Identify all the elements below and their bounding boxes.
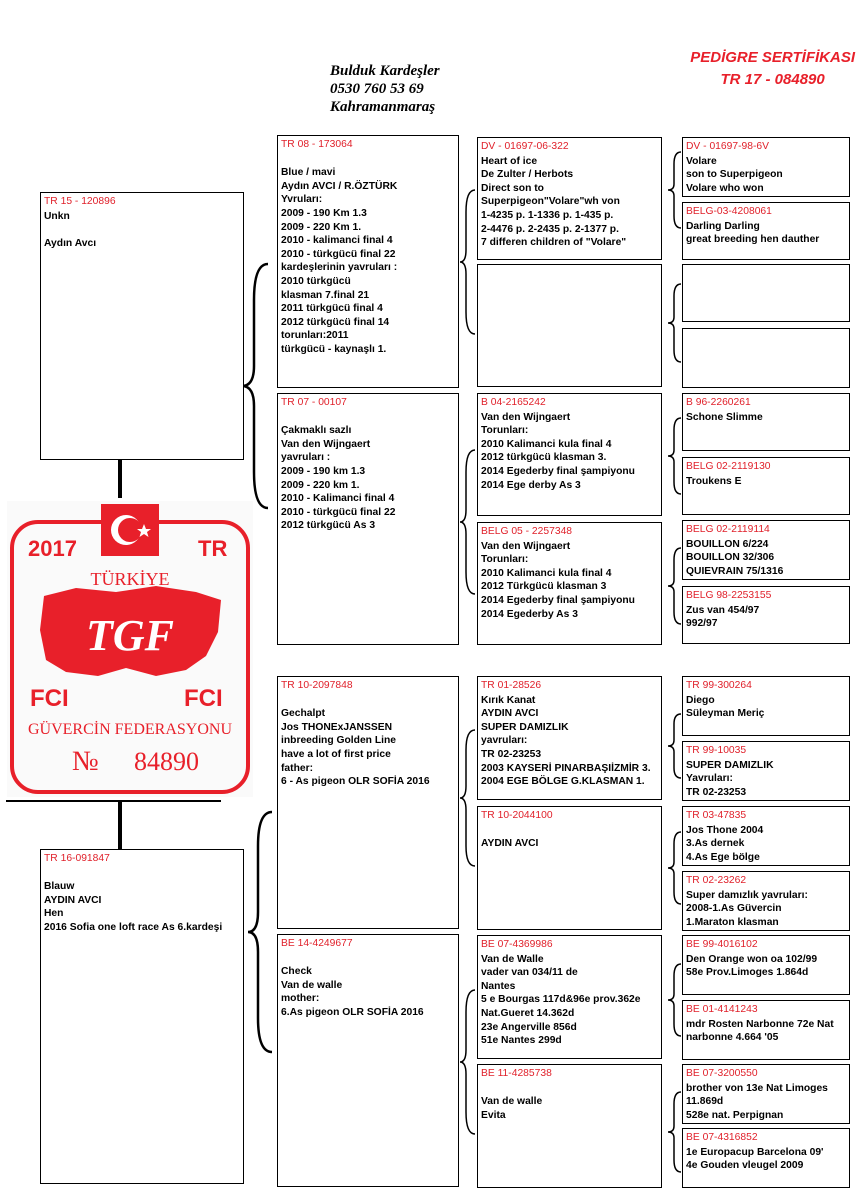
pedigree-line: 2010 Kalimanci kula final 4 (481, 438, 612, 450)
ring-number: TR 16-091847 (44, 853, 110, 864)
bracket-gen2-1 (458, 188, 478, 336)
pedigree-line: 23e Angerville 856d (481, 1021, 577, 1033)
ring-number: BE 07-4316852 (686, 1132, 758, 1143)
ring-number: BE 99-4016102 (686, 939, 758, 950)
pedigree-line: Yvruları: (281, 194, 323, 206)
stamp-org-abbr: TGF (86, 611, 174, 660)
pedigree-spacer (481, 1082, 658, 1096)
pedigree-line: Schone Slimme (686, 411, 763, 423)
gen3-box-8 (477, 1064, 662, 1188)
pedigree-line: Kırık Kanat (481, 694, 536, 706)
ring-number: BE 07-3200550 (686, 1068, 758, 1079)
stamp-number-sign: № (72, 746, 99, 777)
father-connector (118, 460, 122, 498)
pedigree-line: 6.As pigeon OLR SOFİA 2016 (281, 1006, 424, 1018)
pedigree-line: AYDIN AVCI (44, 894, 102, 906)
certificate-title: PEDİGRE SERTİFİKASI (690, 49, 855, 66)
pedigree-line: 7 differen children of "Volare" (481, 237, 627, 249)
gen2-box-3 (277, 676, 459, 929)
pedigree-line: torunları:2011 (281, 330, 349, 342)
pedigree-line: yavruları : (281, 452, 331, 464)
ring-number: B 04-2165242 (481, 397, 546, 408)
gen4-box-9 (682, 676, 850, 736)
pedigree-line: AYDIN AVCI (481, 838, 539, 850)
gen3-box-5 (477, 676, 662, 800)
gen3-box-7 (477, 935, 662, 1059)
pedigree-line: 51e Nantes 299d (481, 1035, 562, 1047)
pedigree-line: 1-4235 p. 1-1336 p. 1-435 p. (481, 209, 614, 221)
pedigree-line: Heart of ice (481, 155, 538, 167)
pedigree-line: 2009 - 220 km 1. (281, 479, 360, 491)
father-box (40, 192, 244, 460)
pedigree-line: Diego (686, 694, 715, 706)
pedigree-line: 2012 türkgücü klasman 3. (481, 452, 607, 464)
gen3-box-1 (477, 137, 662, 260)
stamp-country-code: TR (198, 536, 228, 561)
ring-number: BELG 98-2253155 (686, 590, 772, 601)
ring-number: TR 99-300264 (686, 680, 752, 691)
pedigree-line: Troukens E (686, 475, 742, 487)
pedigree-line: Jos Thone 2004 (686, 824, 764, 836)
gen2-box-4 (277, 934, 459, 1187)
pedigree-line: have a lot of first price (281, 748, 391, 760)
ring-number: BELG 05 - 2257348 (481, 526, 573, 537)
pedigree-line: TR 02-23253 (686, 786, 747, 798)
pedigree-line: brother von 13e Nat Limoges (686, 1082, 828, 1094)
pedigree-line: 5 e Bourgas 117d&96e prov.362e (481, 994, 641, 1006)
gen3-box-4 (477, 522, 662, 645)
gen4-box-6 (682, 457, 850, 515)
pedigree-line: Zus van 454/97 (686, 604, 760, 616)
pedigree-line: Blauw (44, 881, 75, 893)
pedigree-line: 2016 Sofia one loft race As 6.kardeşi (44, 921, 223, 933)
pedigree-line: Blue / mavi (281, 167, 336, 179)
pedigree-line: De Zulter / Herbots (481, 169, 574, 181)
pedigree-line: son to Superpigeon (686, 169, 783, 181)
pedigree-line: 3.As dernek (686, 838, 745, 850)
pedigree-line: Evita (481, 1109, 506, 1121)
pedigree-line: 2-4476 p. 2-2435 p. 2-1377 p. (481, 223, 619, 235)
ring-number: TR 10-2044100 (481, 810, 553, 821)
stamp-country: TÜRKİYE (90, 569, 170, 589)
ring-number: BE 07-4369986 (481, 939, 553, 950)
gen2-box-1 (277, 135, 459, 388)
pedigree-line: Yavruları: (686, 773, 733, 785)
gen3-box-6 (477, 806, 662, 930)
pedigree-line: 2014 Egederby final şampiyonu (481, 465, 635, 477)
pedigree-line: 2010 - kalimanci final 4 (281, 235, 393, 247)
pedigree-line: 2012 türkgücü As 3 (281, 520, 376, 532)
pedigree-spacer (281, 411, 455, 425)
pedigree-line: great breeding hen dauther (686, 234, 820, 246)
pedigree-line: SUPER DAMIZLIK (686, 759, 774, 771)
gen4-box-4 (682, 328, 850, 388)
ring-number: B 96-2260261 (686, 397, 751, 408)
pedigree-line: SUPER DAMIZLIK (481, 721, 569, 733)
pedigree-line: Darling Darling (686, 220, 760, 232)
ring-number: BE 01-4141243 (686, 1004, 758, 1015)
pedigree-line: Van den Wijngaert (481, 411, 571, 423)
pedigree-line: Van de walle (481, 1096, 543, 1108)
pedigree-line: AYDIN AVCI (481, 708, 539, 720)
pedigree-line: Van den Wijngaert (281, 438, 371, 450)
gen3-box-2 (477, 264, 662, 387)
gen4-box-2 (682, 202, 850, 260)
pedigree-line: 2010 - Kalimanci final 4 (281, 493, 395, 505)
ring-number: TR 07 - 00107 (281, 397, 347, 408)
gen4-box-8 (682, 586, 850, 644)
gen2-box-2 (277, 393, 459, 645)
pedigree-spacer (481, 824, 658, 838)
tgf-stamp (6, 500, 254, 798)
pedigree-line: mdr Rosten Narbonne 72e Nat (686, 1018, 834, 1030)
pedigree-line: Den Orange won oa 102/99 (686, 953, 818, 965)
ring-number: TR 01-28526 (481, 680, 542, 691)
gen4-box-10 (682, 741, 850, 801)
stamp-org-name: GÜVERCİN FEDERASYONU (27, 721, 233, 738)
pedigree-line: 2009 - 190 km 1.3 (281, 465, 366, 477)
pedigree-line: 58e Prov.Limoges 1.864d (686, 967, 809, 979)
pedigree-line: Volare who won (686, 182, 764, 194)
pedigree-line: 6 - As pigeon OLR SOFİA 2016 (281, 776, 430, 788)
ring-number: DV - 01697-98-6V (686, 141, 769, 152)
pedigree-line: 2009 - 220 Km 1. (281, 221, 362, 233)
stamp-underline (6, 800, 221, 802)
pedigree-line: Jos THONExJANSSEN (281, 721, 393, 733)
mother-box (40, 849, 244, 1184)
pedigree-line: Van de walle (281, 979, 343, 991)
ring-number: BELG 02-2119130 (686, 461, 771, 472)
pedigree-line: 2014 Ege derby As 3 (481, 479, 581, 491)
gen4-box-12 (682, 871, 850, 931)
pedigree-line: Süleyman Meriç (686, 708, 765, 720)
stamp-fci-right: FCI (184, 685, 223, 712)
breeder-phone: 0530 760 53 69 (330, 81, 424, 97)
ring-number: BELG 02-2119114 (686, 524, 770, 535)
pedigree-line: 2014 Egederby final şampiyonu (481, 594, 635, 606)
pedigree-line: Gechalpt (281, 708, 326, 720)
certificate-number: TR 17 - 084890 (720, 71, 825, 88)
pedigree-line: yavruları: (481, 735, 528, 747)
gen4-box-15 (682, 1064, 850, 1124)
breeder-name: Bulduk Kardeşler (330, 63, 440, 79)
pedigree-line: Çakmaklı sazlı (281, 425, 352, 437)
gen4-box-3 (682, 264, 850, 322)
bracket-gen2-3 (458, 728, 478, 868)
pedigree-line: klasman 7.final 21 (281, 289, 370, 301)
ring-number: BE 11-4285738 (481, 1068, 552, 1079)
pedigree-line: 1e Europacup Barcelona 09' (686, 1146, 824, 1158)
pedigree-line: Unkn (44, 210, 70, 222)
gen4-box-5 (682, 393, 850, 451)
pedigree-line: 992/97 (686, 618, 718, 630)
pedigree-spacer (281, 694, 455, 708)
pedigree-line: 4e Gouden vleugel 2009 (686, 1160, 804, 1172)
stamp-fci-left: FCI (30, 685, 69, 712)
ring-number: TR 02-23262 (686, 875, 747, 886)
pedigree-line: mother: (281, 993, 320, 1005)
pedigree-line: inbreeding Golden Line (281, 735, 396, 747)
pedigree-line: Check (281, 966, 312, 978)
pedigree-line: Super damızlık yavruları: (686, 889, 808, 901)
bracket-gen2-2 (458, 448, 478, 596)
pedigree-line: 2010 - türkgücü final 22 (281, 506, 396, 518)
ring-number: BELG-03-4208061 (686, 206, 772, 217)
pedigree-line: Nat.Gueret 14.362d (481, 1007, 575, 1019)
stamp-year: 2017 (28, 536, 77, 561)
gen4-box-7 (682, 520, 850, 580)
ring-number: DV - 01697-06-322 (481, 141, 569, 152)
pedigree-line: vader van 034/11 de (481, 967, 578, 979)
bracket-mother (246, 810, 276, 1054)
ring-number: TR 03-47835 (686, 810, 747, 821)
pedigree-line: Aydın Avcı (44, 237, 97, 249)
pedigree-line: kardeşlerinin yavruları : (281, 262, 398, 274)
pedigree-line: BOUILLON 32/306 (686, 552, 775, 564)
pedigree-line: Van den Wijngaert (481, 540, 571, 552)
pedigree-line: 2009 - 190 Km 1.3 (281, 207, 367, 219)
pedigree-spacer (44, 867, 240, 881)
gen4-box-13 (682, 935, 850, 995)
pedigree-line: 2003 KAYSERİ PINARBAŞIİZMİR 3. (481, 762, 651, 774)
pedigree-line: 528e nat. Perpignan (686, 1109, 784, 1121)
ring-number: BE 14-4249677 (281, 938, 353, 949)
gen4-box-16 (682, 1128, 850, 1188)
mother-connector (118, 802, 122, 849)
pedigree-line: Direct son to (481, 182, 544, 194)
pedigree-line: 11.869d (686, 1096, 724, 1108)
breeder-city: Kahramanmaraş (330, 99, 436, 115)
pedigree-line: 1.Maraton klasman (686, 916, 779, 928)
pedigree-line: QUIEVRAIN 75/1316 (686, 565, 784, 577)
pedigree-spacer (281, 952, 455, 966)
gen3-box-3 (477, 393, 662, 516)
pedigree-line: 2011 türkgücü final 4 (281, 303, 383, 315)
certificate-header (690, 47, 855, 91)
pedigree-line: Torunları: (481, 425, 529, 437)
pedigree-line: 2012 Türkgücü klasman 3 (481, 581, 607, 593)
pedigree-line: 2014 Egederby As 3 (481, 608, 578, 620)
pedigree-line: TR 02-23253 (481, 748, 542, 760)
pedigree-line: father: (281, 762, 314, 774)
pedigree-line: 2004 EGE BÖLGE G.KLASMAN 1. (481, 776, 645, 788)
pedigree-line: Superpigeon"Volare"wh von (481, 196, 620, 208)
bracket-gen2-4 (458, 988, 478, 1136)
pedigree-line: Aydın AVCI / R.ÖZTÜRK (281, 180, 398, 192)
gen4-box-11 (682, 806, 850, 866)
pedigree-line: türkgücü - kaynaşlı 1. (281, 343, 387, 355)
pedigree-spacer (44, 223, 240, 237)
pedigree-line: narbonne 4.664 '05 (686, 1032, 779, 1044)
ring-number: TR 15 - 120896 (44, 196, 116, 207)
ring-number: TR 08 - 173064 (281, 139, 353, 150)
ring-number: TR 99-10035 (686, 745, 747, 756)
bracket-father (240, 262, 274, 510)
pedigree-line: 2012 türkgücü final 14 (281, 316, 390, 328)
ring-number: TR 10-2097848 (281, 680, 353, 691)
pedigree-line: BOUILLON 6/224 (686, 538, 769, 550)
pedigree-line: Van de Walle (481, 953, 544, 965)
pedigree-line: Hen (44, 908, 64, 920)
pedigree-spacer (281, 153, 455, 167)
pedigree-line: 2008-1.As Güvercin (686, 903, 782, 915)
pedigree-line: 2010 türkgücü (281, 275, 351, 287)
breeder-header (330, 62, 440, 116)
pedigree-line: 4.As Ege bölge (686, 851, 760, 863)
pedigree-line: Volare (686, 155, 717, 167)
pedigree-line: Torunları: (481, 554, 529, 566)
pedigree-line: Nantes (481, 980, 516, 992)
gen4-box-1 (682, 137, 850, 197)
pedigree-line: 2010 Kalimanci kula final 4 (481, 567, 612, 579)
stamp-number: 84890 (134, 747, 199, 776)
pedigree-line: 2010 - türkgücü final 22 (281, 248, 396, 260)
gen4-box-14 (682, 1000, 850, 1060)
